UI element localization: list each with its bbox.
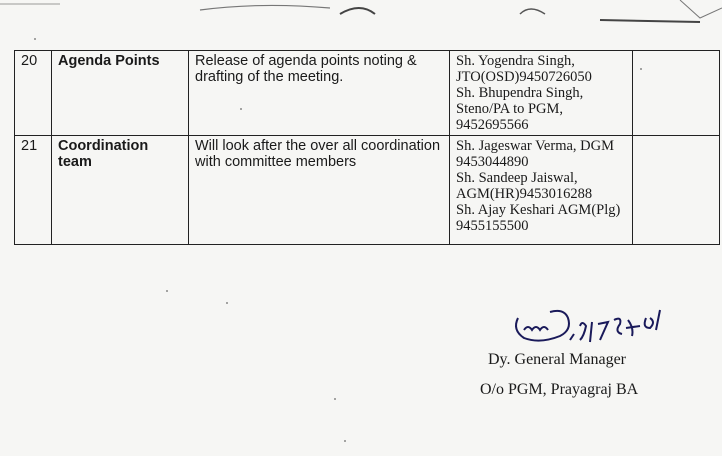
- responsible-line: Steno/PA to PGM,: [456, 101, 564, 117]
- table-row: [15, 51, 720, 136]
- scan-speck: [226, 302, 228, 304]
- scan-edge-artifact: [0, 0, 722, 30]
- topic-cell: Coordination team: [52, 136, 189, 245]
- designation: Dy. General Manager: [488, 351, 627, 368]
- task-cell: Will look after the over all coordination with committee members: [189, 136, 450, 245]
- responsible-line: 9455155500: [456, 218, 529, 234]
- responsible-cell: [450, 136, 633, 245]
- responsible-line: 9452695566: [456, 117, 529, 133]
- office-name: O/o PGM, Prayagraj BA: [480, 381, 639, 398]
- responsible-line: Sh. Sandeep Jaiswal,: [456, 170, 578, 186]
- responsible-line: Sh. Ajay Keshari AGM(Plg): [456, 202, 621, 218]
- responsible-line: JTO(OSD)9450726050: [456, 69, 592, 85]
- responsible-line: Sh. Bhupendra Singh,: [456, 85, 584, 101]
- scan-speck: [166, 290, 168, 292]
- responsible-line: Sh. Jageswar Verma, DGM: [456, 138, 614, 154]
- scan-speck: [240, 108, 242, 110]
- responsible-line: 9453044890: [456, 154, 529, 170]
- table-row: [15, 136, 720, 245]
- scan-speck: [344, 440, 346, 442]
- serial-number: 20: [15, 51, 52, 136]
- topic-cell: Agenda Points: [52, 51, 189, 136]
- responsible-line: Sh. Yogendra Singh,: [456, 53, 575, 69]
- serial-number: 21: [15, 136, 52, 245]
- remarks-cell: [633, 51, 720, 136]
- committee-table: [14, 50, 720, 245]
- scan-speck: [34, 38, 36, 40]
- remarks-cell: [633, 136, 720, 245]
- scan-speck: [640, 68, 642, 70]
- scan-speck: [334, 398, 336, 400]
- responsible-cell: [450, 51, 633, 136]
- responsible-line: AGM(HR)9453016288: [456, 186, 593, 202]
- task-cell: Release of agenda points noting & drafting of the meeting.: [189, 51, 450, 136]
